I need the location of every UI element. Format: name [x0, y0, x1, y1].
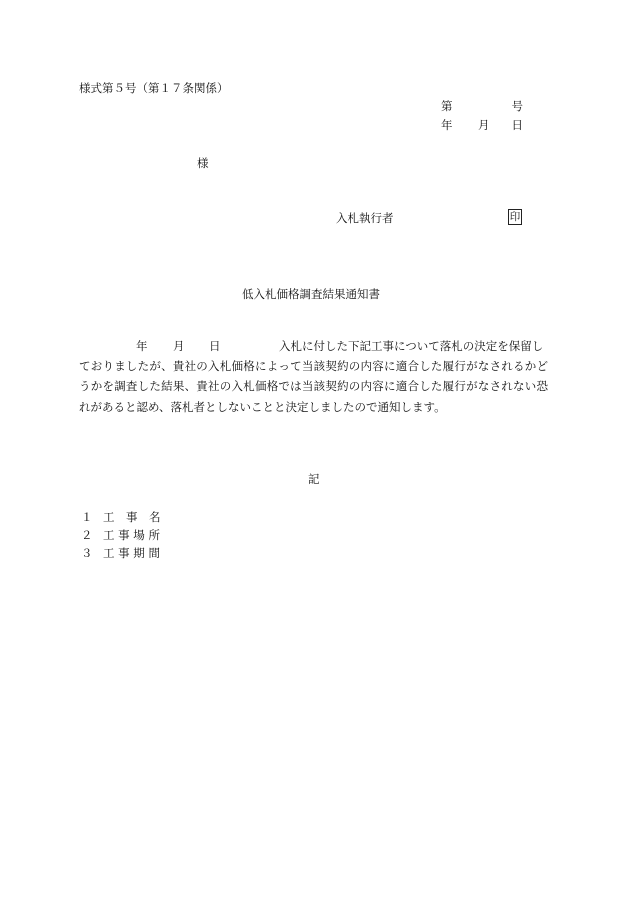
list-item-number: ２: [81, 528, 93, 542]
body-date-month: 月: [173, 339, 185, 353]
list-item-label: 工 事 場 所: [103, 528, 160, 542]
document-number-suffix: 号: [511, 99, 523, 113]
list-item-label: 工 事 名: [103, 510, 161, 524]
list-item-number: ３: [81, 546, 93, 560]
body-line-1: [79, 341, 548, 353]
seal-stamp-text: 印: [509, 210, 521, 223]
form-number: 様式第５号（第１７条関係）: [79, 81, 229, 95]
body-date-year: 年: [136, 339, 148, 353]
body-date-day: 日: [209, 339, 221, 353]
body-line-4: れがあると認め、落札者としないことと決定しましたので通知します。: [79, 399, 446, 414]
sender-title: 入札執行者: [336, 211, 394, 225]
body-line-1-text: 入札に付した下記工事について落札の決定を保留し: [279, 339, 544, 353]
list-item-number: １: [81, 510, 93, 524]
body-line-2: ておりましたが、貴社の入札価格によって当該契約の内容に適合した履行がなされるかど: [79, 359, 548, 374]
issue-date-day: 日: [511, 118, 523, 132]
issue-date-year: 年: [441, 118, 453, 132]
document-title: 低入札価格調査結果通知書: [242, 287, 380, 301]
seal-stamp-mark: [508, 209, 522, 225]
issue-date-month: 月: [478, 118, 490, 132]
list-item-label: 工 事 期 間: [103, 546, 160, 560]
ki-heading: 記: [308, 472, 320, 486]
document-number-prefix: 第: [441, 99, 453, 113]
body-paragraph: [79, 341, 548, 422]
body-line-3: うかを調査した結果、貴社の入札価格では当該契約の内容に適合した履行がなされない恐: [79, 379, 548, 394]
addressee-honorific: 様: [197, 156, 209, 170]
